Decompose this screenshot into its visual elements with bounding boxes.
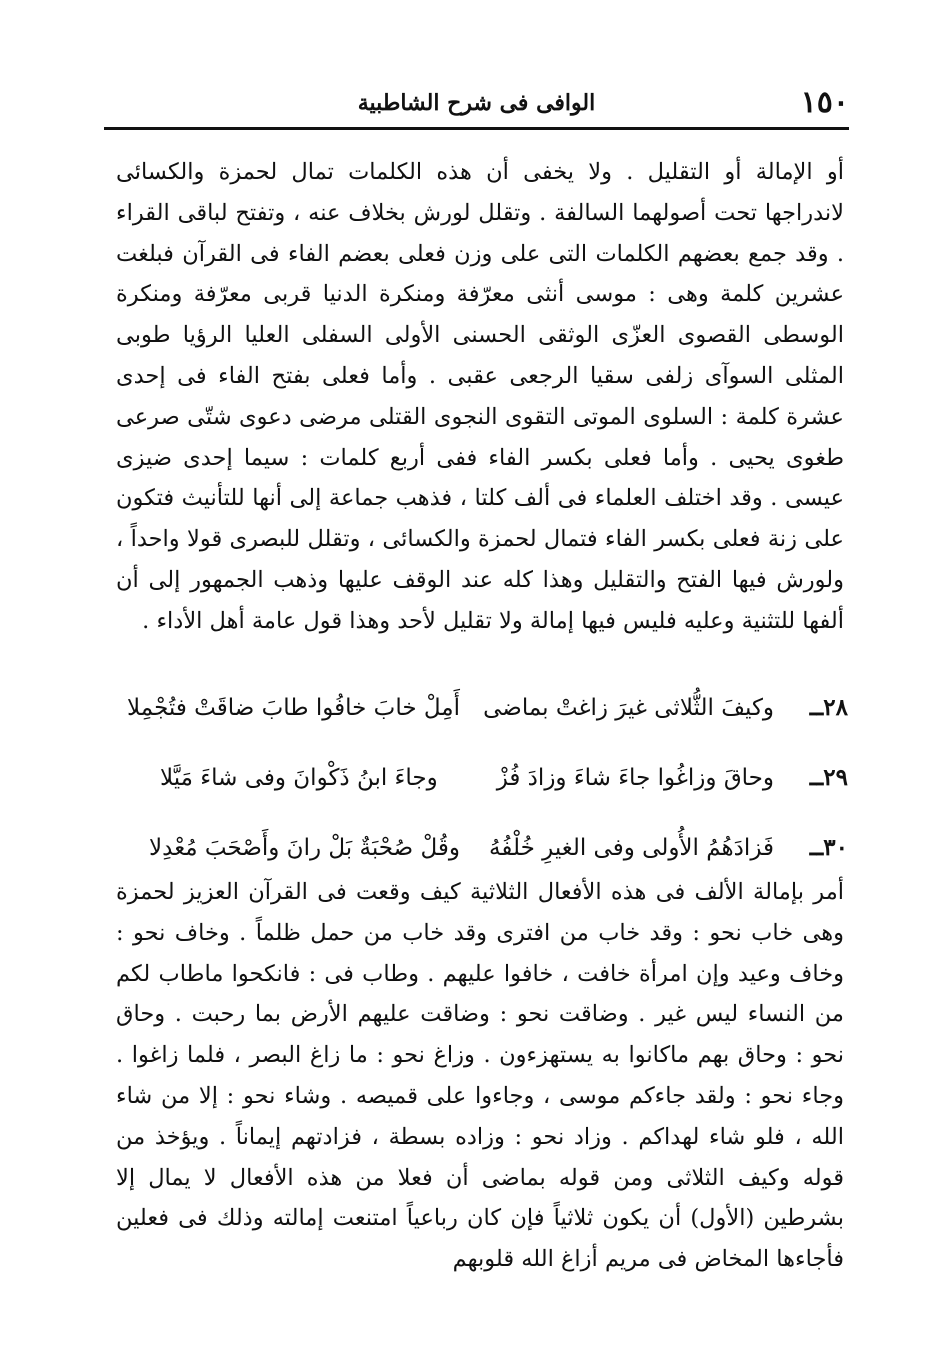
verse-second-hemistich: وجاءَ ابنُ ذَكْوانَ وفى شاءَ مَيَّلا bbox=[160, 765, 438, 791]
verse-second-hemistich: أَمِلْ خابَ خافُوا طابَ ضاقَتْ فتُجْمِلا bbox=[127, 695, 460, 721]
header-rule bbox=[104, 127, 849, 130]
verse-first-hemistich: وحاقَ وزاغُوا جاءَ شاءَ وزادَ فُزْ bbox=[496, 765, 774, 791]
body-paragraph-commentary: أو الإمالة أو التقليل . ولا يخفى أن هذه الكلمات تمال لحمزة والكسائى لاندراجها تحت أصولهما السالفة . وتقلل لورش بخلاف عنه ، وتفتح لباقى القراء . وقد جمع بعضهم الكلمات التى على وزن فعلى بعضم الفاء فى القرآن فبلغت عشرين كلمة وهى : موسى أنثى معرّفة ومنكرة الدنيا قربى معرّفة ومنكرة الوسطى القصوى العزّى الوثقى الحسنى الأولى السفلى العليا الرؤيا طوبى المثلى السوآى زلفى سقيا الرجعى عقبى . وأما فعلى بفتح الفاء فى إحدى عشرة كلمة : السلوى الموتى التقوى النجوى القتلى مرضى دعوى شتّى صرعى طغوى يحيى . وأما فعلى بكسر الفاء ففى أربع كلمات : سيما إحدى ضيزى عيسى . وقد اختلف العلماء فى ألف كلتا ، فذهب جماعة إلى أنها للتأنيث فتكون على زنة فعلى بكسر الفاء فتمال لحمزة والكسائى ، وتقلل للبصرى قولا واحداً ، ولورش فيها الفتح والتقليل وهذا كله عند الوقف عليها وذهب الجمهور إلى أن ألفها للتثنية وعليه فليس فيها إمالة ولا تقليل لأحد وهذا قول عامة أهل الأداء . bbox=[116, 159, 844, 634]
verse-29 bbox=[160, 746, 848, 816]
body-paragraph-explanation: أمر بإمالة الألف فى هذه الأفعال الثلاثية كيف وقعت فى القرآن العزيز لحمزة وهى خاب نحو : وقد خاب من افترى وقد خاب من حمل ظلماً . وخاف نحو : وخاف وعيد وإن امرأة خافت ، خافوا عليهم . وطاب فى : فانكحوا ماطاب لكم من النساء ليس غير . وضاقت نحو : وضاقت عليهم الأرض بما رحبت . وحاق نحو : وحاق بهم ماكانوا به يستهزءون . وزاغ نحو : ما زاغ البصر ، فلما زاغوا . وجاء نحو : ولقد جاءكم موسى ، وجاءوا على قميصه . وشاء نحو : إلا من شاء الله ، فلو شاء لهداكم . وزاد نحو : وزاده بسطة ، فزادتهم إيماناً . ويؤخذ من قوله وكيف الثلاثى ومن قوله بماضى أن فعلا من هذه الأفعال لا يمال إلا بشرطين (الأول) أن يكون ثلاثياً فإن كان رباعياً امتنعت إمالته وذلك فى فعلين فأجاءها المخاض فى مريم أزاغ الله قلوبهم bbox=[116, 879, 844, 1273]
verse-28 bbox=[127, 676, 848, 746]
verse-second-hemistich: وقُلْ صُحْبَةٌ بَلْ رانَ وأَصْحَبَ مُعْدِلا bbox=[149, 835, 460, 861]
verse-number: ٢٩ــ bbox=[809, 764, 848, 791]
page-number: ١٥٠ bbox=[800, 85, 849, 120]
page-header bbox=[104, 84, 849, 122]
verse-number: ٣٠ــ bbox=[809, 834, 848, 861]
poem-verses bbox=[127, 676, 848, 886]
verse-number: ٢٨ــ bbox=[809, 694, 848, 721]
running-title: الوافى فى شرح الشاطبية bbox=[357, 90, 596, 116]
verse-first-hemistich: فَزادَهُمُ الأُولى وفى الغيرِ خُلْفُهُ bbox=[489, 835, 774, 861]
verse-first-hemistich: وكيفَ الثُّلاثى غيرَ زاغتْ بماضى bbox=[483, 695, 774, 721]
